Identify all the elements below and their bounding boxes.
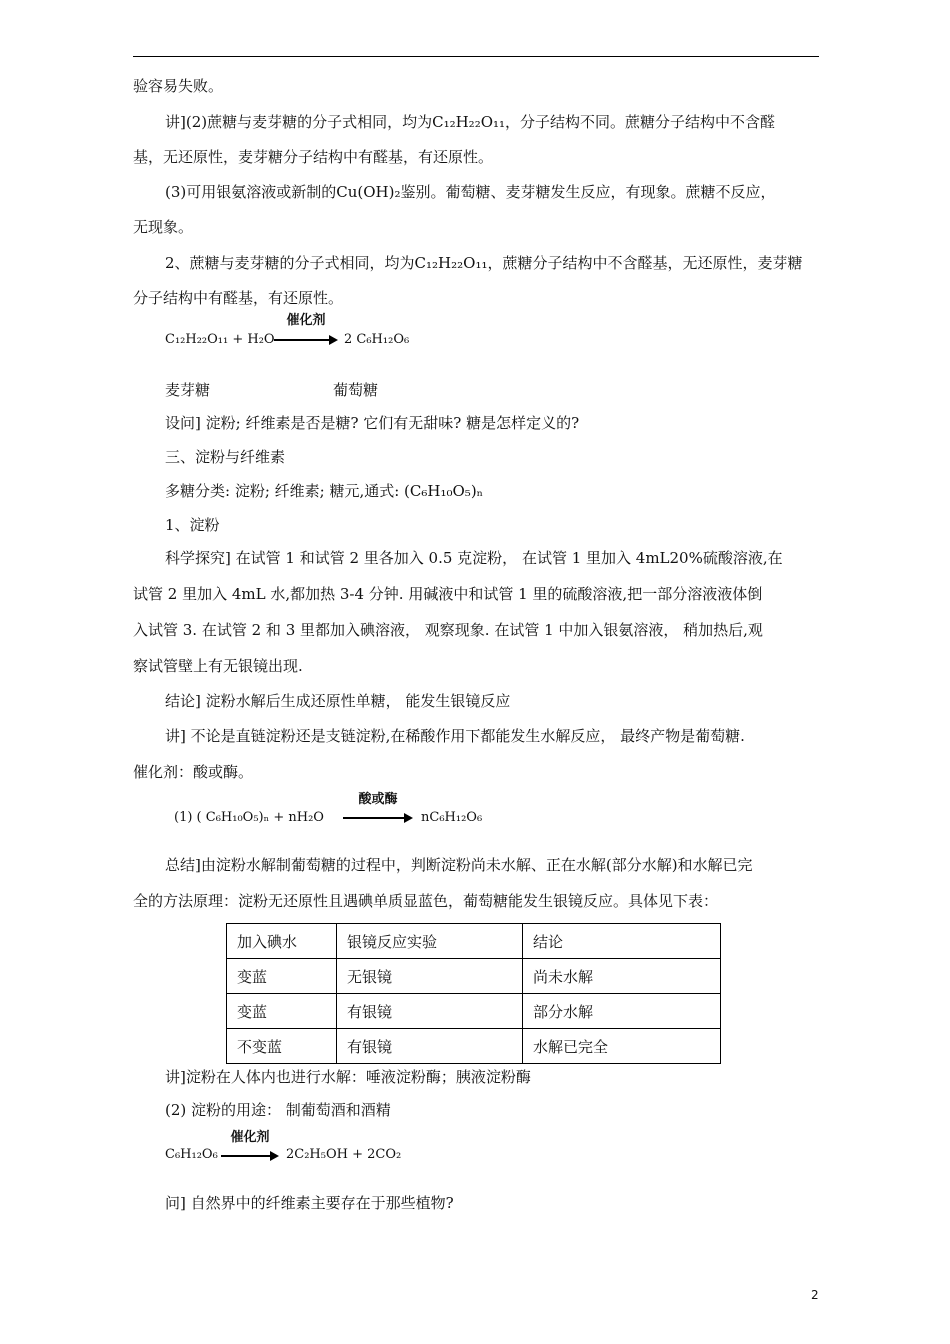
paragraph-line: 2、蔗糖与麦芽糖的分子式相同，均为C₁₂H₂₂O₁₁，蔗糖分子结构中不含醛基，无还原性，麦芽糖: [165, 254, 803, 272]
paragraph-line: 验容易失败。: [133, 77, 224, 95]
equation-1-rhs: 2 C₆H₁₂O₆: [344, 332, 410, 347]
paragraph-line: 入试管 3. 在试管 2 和 3 里都加入碘溶液， 观察现象. 在试管 1 中加入银氨溶液， 稍加热后,观: [133, 621, 763, 639]
paragraph-line: 讲](2)蔗糖与麦芽糖的分子式相同，均为C₁₂H₂₂O₁₁，分子结构不同。蔗糖分子结构中不含醛: [165, 113, 776, 131]
equation-2-arrow: [343, 793, 413, 827]
subsection-heading: 1、淀粉: [165, 516, 220, 534]
equation-1-arrow: [274, 314, 338, 348]
table-cell: 变蓝: [227, 959, 337, 994]
page-number: 2: [811, 1288, 819, 1302]
paragraph-line: 分子结构中有醛基，有还原性。: [133, 289, 344, 307]
paragraph-line: 催化剂：酸或酶。: [133, 763, 254, 781]
paragraph-line: 讲] 不论是直链淀粉还是支链淀粉,在稀酸作用下都能发生水解反应， 最终产物是葡萄糖.: [165, 727, 745, 745]
paragraph-line: 察试管壁上有无银镜出现.: [133, 657, 303, 675]
table-cell: 无银镜: [337, 959, 523, 994]
hydrolysis-table: [226, 923, 721, 1064]
equation-2-lhs: (1) ( C₆H₁₀O₅)ₙ + nH₂O: [174, 810, 324, 825]
table-header-row: [227, 924, 721, 959]
header-rule: [133, 56, 819, 57]
table-row: [227, 1029, 721, 1064]
table-header-cell: 加入碘水: [227, 924, 337, 959]
equation-1-lhs: C₁₂H₂₂O₁₁ + H₂O: [165, 332, 275, 347]
paragraph-line: 无现象。: [133, 218, 194, 236]
section-heading: 三、淀粉与纤维素: [165, 448, 286, 466]
paragraph-line: 结论] 淀粉水解后生成还原性单糖， 能发生银镜反应: [165, 692, 511, 710]
paragraph-line: 试管 2 里加入 4mL 水,都加热 3-4 分钟. 用碱液中和试管 1 里的硫酸溶液,把一部分溶液液体倒: [133, 585, 763, 603]
paragraph-line: 讲]淀粉在人体内也进行水解：唾液淀粉酶；胰液淀粉酶: [165, 1068, 531, 1086]
equation-1-name-left: 麦芽糖: [165, 381, 211, 399]
paragraph-line: 设问] 淀粉; 纤维素是否是糖? 它们有无甜味? 糖是怎样定义的?: [165, 414, 580, 432]
paragraph-line: (2) 淀粉的用途： 制葡萄酒和酒精: [165, 1101, 391, 1119]
equation-1-catalyst: 催化剂: [286, 313, 326, 328]
table-cell: 部分水解: [523, 994, 721, 1029]
paragraph-line: 基，无还原性，麦芽糖分子结构中有醛基，有还原性。: [133, 148, 494, 166]
equation-2-rhs: nC₆H₁₂O₆: [421, 810, 483, 825]
table-row: [227, 959, 721, 994]
equation-2-catalyst: 酸或酶: [358, 792, 398, 807]
table-cell: 有银镜: [337, 1029, 523, 1064]
paragraph-line: 问] 自然界中的纤维素主要存在于那些植物?: [165, 1194, 454, 1212]
table-header-cell: 结论: [523, 924, 721, 959]
equation-3-catalyst: 催化剂: [230, 1130, 270, 1145]
paragraph-line: (3)可用银氨溶液或新制的Cu(OH)₂鉴别。葡萄糖、麦芽糖发生反应，有现象。蔗糖不反应，: [165, 183, 776, 201]
paragraph-line: 总结]由淀粉水解制葡萄糖的过程中，判断淀粉尚未水解、正在水解(部分水解)和水解已完: [165, 856, 753, 874]
paragraph-line: 多糖分类: 淀粉; 纤维素; 糖元,通式: (C₆H₁₀O₅)ₙ: [165, 482, 484, 500]
equation-1-name-right: 葡萄糖: [333, 381, 379, 399]
equation-3-arrow: [221, 1131, 279, 1165]
paragraph-line: 全的方法原理：淀粉无还原性且遇碘单质显蓝色，葡萄糖能发生银镜反应。具体见下表：: [133, 892, 719, 910]
table-cell: 不变蓝: [227, 1029, 337, 1064]
table-cell: 有银镜: [337, 994, 523, 1029]
paragraph-line: 科学探究] 在试管 1 和试管 2 里各加入 0.5 克淀粉， 在试管 1 里加入 4mL20%硫酸溶液,在: [165, 549, 783, 567]
equation-3-rhs: 2C₂H₅OH + 2CO₂: [286, 1147, 402, 1162]
table-cell: 尚未水解: [523, 959, 721, 994]
equation-3-lhs: C₆H₁₂O₆: [165, 1147, 218, 1162]
table-row: [227, 994, 721, 1029]
table-header-cell: 银镜反应实验: [337, 924, 523, 959]
table-cell: 变蓝: [227, 994, 337, 1029]
table-cell: 水解已完全: [523, 1029, 721, 1064]
